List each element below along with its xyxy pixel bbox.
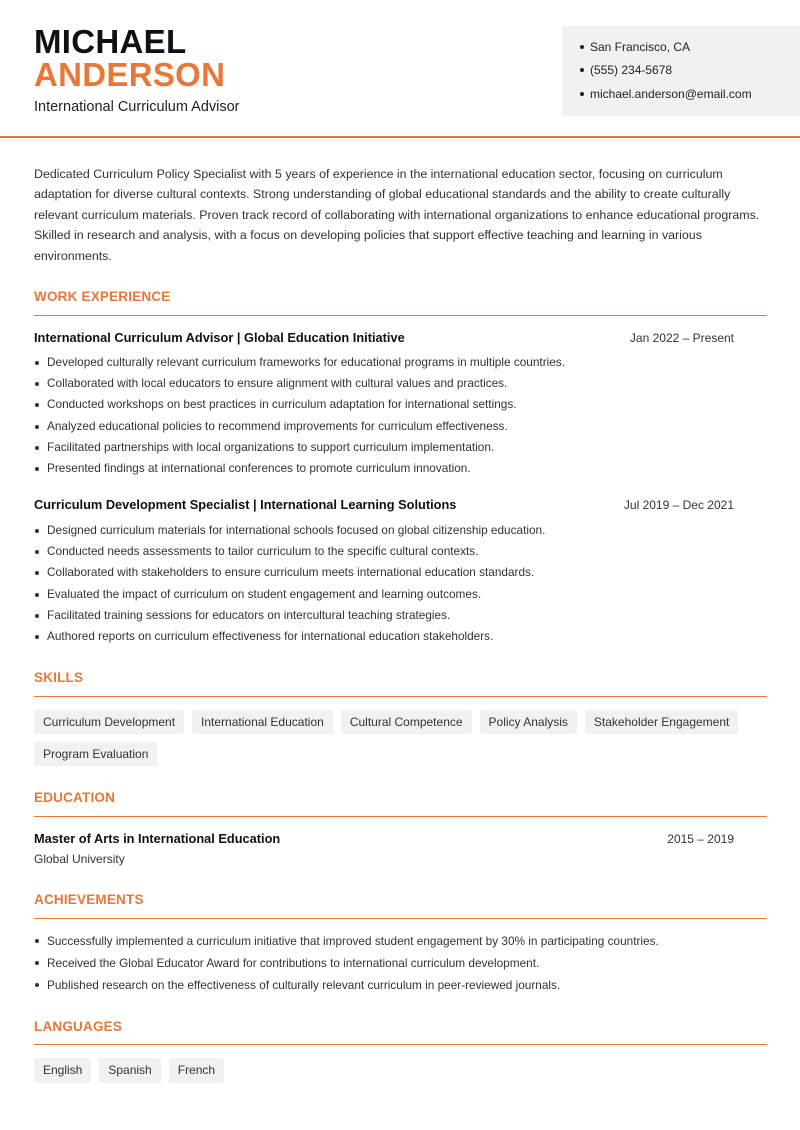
contact-location bbox=[580, 40, 690, 54]
education-degree bbox=[34, 831, 767, 846]
list-item: Authored reports on curriculum effectiveness for international education stakeholders. bbox=[34, 626, 767, 647]
phone-text: (555) 234-5678 bbox=[590, 63, 673, 77]
job-bullet-list bbox=[34, 520, 767, 647]
language-chip: Spanish bbox=[99, 1058, 160, 1083]
language-chip: English bbox=[34, 1058, 91, 1083]
bullet-dot bbox=[580, 68, 584, 72]
section-title-education: EDUCATION bbox=[34, 790, 116, 805]
skill-chip: Stakeholder Engagement bbox=[585, 710, 738, 734]
professional-title: International Curriculum Advisor bbox=[34, 99, 240, 115]
contact-email bbox=[580, 87, 752, 101]
education-school: Global University bbox=[34, 852, 125, 866]
section-divider bbox=[34, 1044, 767, 1045]
list-item: Facilitated training sessions for educators on intercultural teaching strategies. bbox=[34, 605, 767, 626]
section-divider bbox=[34, 816, 767, 817]
skill-chip: Cultural Competence bbox=[341, 710, 472, 734]
languages-list bbox=[34, 1058, 774, 1083]
list-item: Presented findings at international conferences to promote curriculum innovation. bbox=[34, 458, 767, 479]
professional-summary: Dedicated Curriculum Policy Specialist with 5 years of experience in the international education sector, focusing on curriculum adaptation for diverse cultural contexts. Strong understanding of global educational standards and the ability to create culturally relevant curriculum materials. Proven track record of collaborating with international organizations to enhance educational programs. Skilled in research and analysis, with a focus on developing policies that support effective teaching and learning in various environments. bbox=[34, 167, 760, 263]
list-item: Conducted workshops on best practices in curriculum adaptation for international settings. bbox=[34, 394, 767, 415]
section-divider bbox=[34, 696, 767, 697]
section-divider bbox=[34, 315, 767, 316]
language-chip: French bbox=[169, 1058, 224, 1083]
skill-chip: International Education bbox=[192, 710, 333, 734]
job-heading bbox=[34, 497, 767, 512]
education-dates: 2015 – 2019 bbox=[667, 832, 734, 846]
list-item: Collaborated with local educators to ensure alignment with cultural values and practices. bbox=[34, 373, 767, 394]
list-item: Evaluated the impact of curriculum on student engagement and learning outcomes. bbox=[34, 584, 767, 605]
list-item: Analyzed educational policies to recommend improvements for curriculum effectiveness. bbox=[34, 416, 767, 437]
list-item: Published research on the effectiveness of culturally relevant curriculum in peer-reviewed journals. bbox=[34, 974, 767, 996]
contact-phone bbox=[580, 63, 672, 77]
list-item: Developed culturally relevant curriculum frameworks for educational programs in multiple countries. bbox=[34, 352, 767, 373]
contact-box bbox=[562, 26, 800, 116]
skills-list bbox=[34, 710, 774, 766]
bullet-dot bbox=[580, 45, 584, 49]
job-dates: Jan 2022 – Present bbox=[629, 331, 734, 345]
skill-chip: Curriculum Development bbox=[34, 710, 184, 734]
bullet-dot bbox=[580, 92, 584, 96]
section-title-languages: LANGUAGES bbox=[34, 1019, 123, 1034]
list-item: Successfully implemented a curriculum initiative that improved student engagement by 30% in participating countries. bbox=[34, 930, 767, 952]
job-title-company: International Curriculum Advisor | Global Education Initiative bbox=[34, 330, 405, 345]
list-item: Designed curriculum materials for international schools focused on global citizenship education. bbox=[34, 520, 767, 541]
job-bullet-list bbox=[34, 352, 767, 479]
list-item: Facilitated partnerships with local organizations to support curriculum implementation. bbox=[34, 437, 767, 458]
job-heading bbox=[34, 330, 767, 345]
section-title-achievements: ACHIEVEMENTS bbox=[34, 892, 144, 907]
skill-chip: Policy Analysis bbox=[480, 710, 577, 734]
section-title-work: WORK EXPERIENCE bbox=[34, 289, 171, 304]
location-text: San Francisco, CA bbox=[590, 40, 691, 54]
skill-chip: Program Evaluation bbox=[34, 742, 157, 766]
list-item: Collaborated with stakeholders to ensure curriculum meets international education standards. bbox=[34, 562, 767, 583]
resume-header bbox=[0, 0, 800, 138]
job-title-company: Curriculum Development Specialist | International Learning Solutions bbox=[34, 497, 457, 512]
degree-name: Master of Arts in International Education bbox=[34, 831, 281, 846]
list-item: Received the Global Educator Award for contributions to international curriculum development. bbox=[34, 952, 767, 974]
email-text: michael.anderson@email.com bbox=[590, 87, 752, 101]
section-divider bbox=[34, 918, 767, 919]
section-title-skills: SKILLS bbox=[34, 670, 84, 685]
achievements-list bbox=[34, 930, 767, 996]
list-item: Conducted needs assessments to tailor curriculum to the specific cultural contexts. bbox=[34, 541, 767, 562]
job-dates: Jul 2019 – Dec 2021 bbox=[623, 498, 734, 512]
first-name: MICHAEL bbox=[34, 23, 187, 60]
last-name: ANDERSON bbox=[34, 56, 226, 93]
